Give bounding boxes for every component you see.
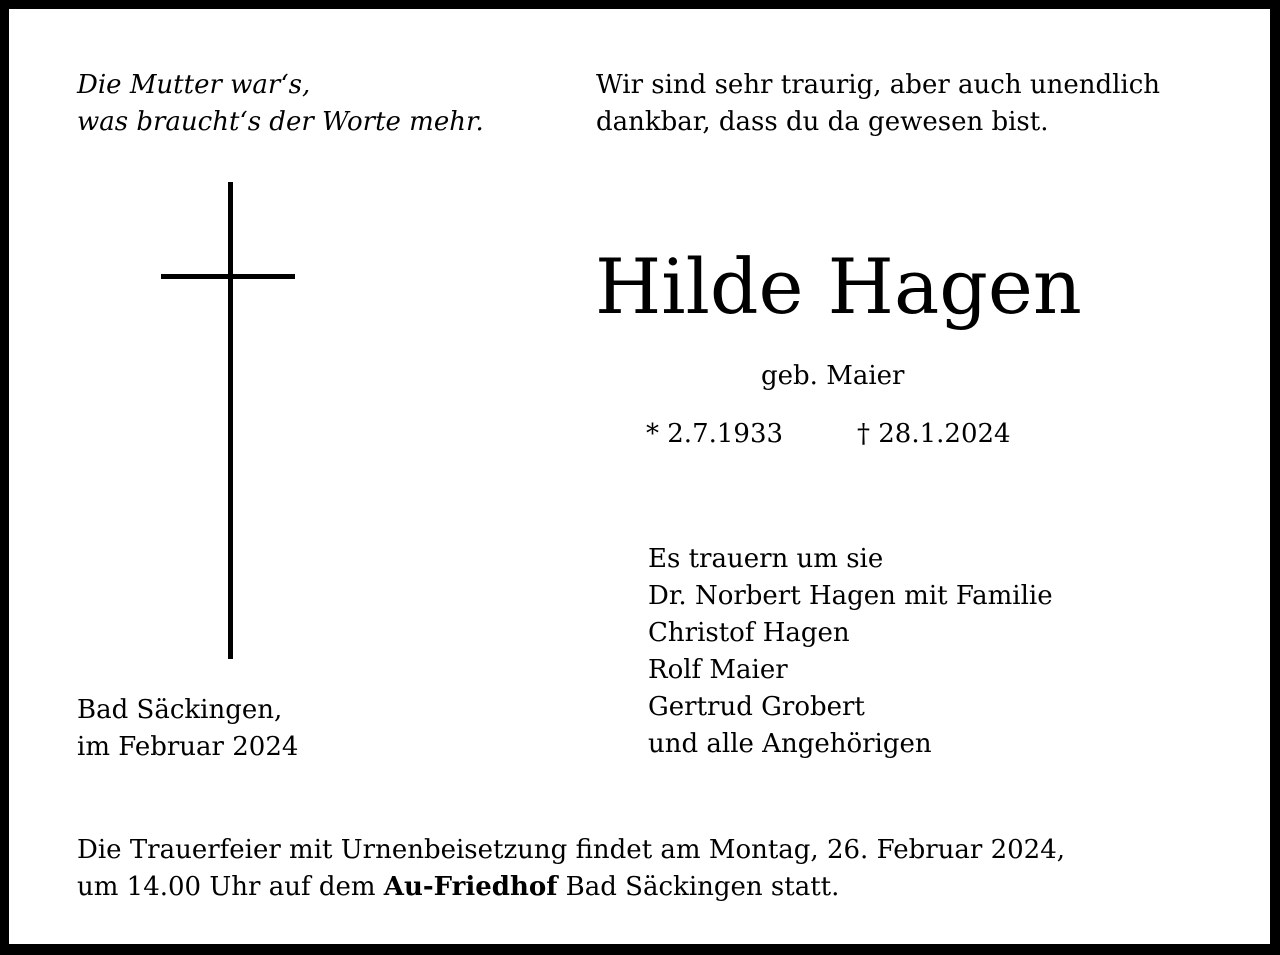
place-line: Bad Säckingen,: [77, 695, 283, 725]
cross-horizontal-bar: [161, 274, 295, 279]
maiden-name: geb. Maier: [761, 361, 905, 391]
mourner-name: und alle Angehörigen: [648, 729, 932, 759]
cross-vertical-bar: [228, 182, 233, 659]
deceased-name: Hilde Hagen: [595, 242, 1082, 331]
motto-text: [77, 67, 484, 141]
quote-text: [596, 67, 1160, 141]
service-line-2-post: Bad Säckingen statt.: [557, 872, 840, 902]
service-line-1: Die Trauerfeier mit Urnenbeisetzung findet am Montag, 26. Februar 2024,: [77, 835, 1066, 865]
mourners-intro: Es trauern um sie: [648, 544, 884, 574]
date-line: im Februar 2024: [77, 732, 299, 762]
death-date: † 28.1.2024: [857, 419, 1011, 449]
motto-line-2: was braucht‘s der Worte mehr.: [77, 107, 484, 137]
mourner-name: Gertrud Grobert: [648, 692, 865, 722]
mourner-name: Rolf Maier: [648, 655, 788, 685]
cemetery-name: Au-Friedhof: [383, 872, 558, 902]
service-line-2-pre: um 14.00 Uhr auf dem: [77, 872, 384, 902]
place-date: [77, 692, 298, 766]
mourner-name: Dr. Norbert Hagen mit Familie: [648, 581, 1053, 611]
service-line-2: [77, 869, 1065, 906]
motto-line-1: Die Mutter war‘s,: [77, 70, 311, 100]
quote-line-1: Wir sind sehr traurig, aber auch unendlich: [596, 70, 1161, 100]
mourners-list: [648, 541, 1053, 763]
quote-line-2: dankbar, dass du da gewesen bist.: [596, 107, 1049, 137]
service-notice: [77, 832, 1065, 906]
birth-date: * 2.7.1933: [646, 419, 784, 449]
mourner-name: Christof Hagen: [648, 618, 850, 648]
